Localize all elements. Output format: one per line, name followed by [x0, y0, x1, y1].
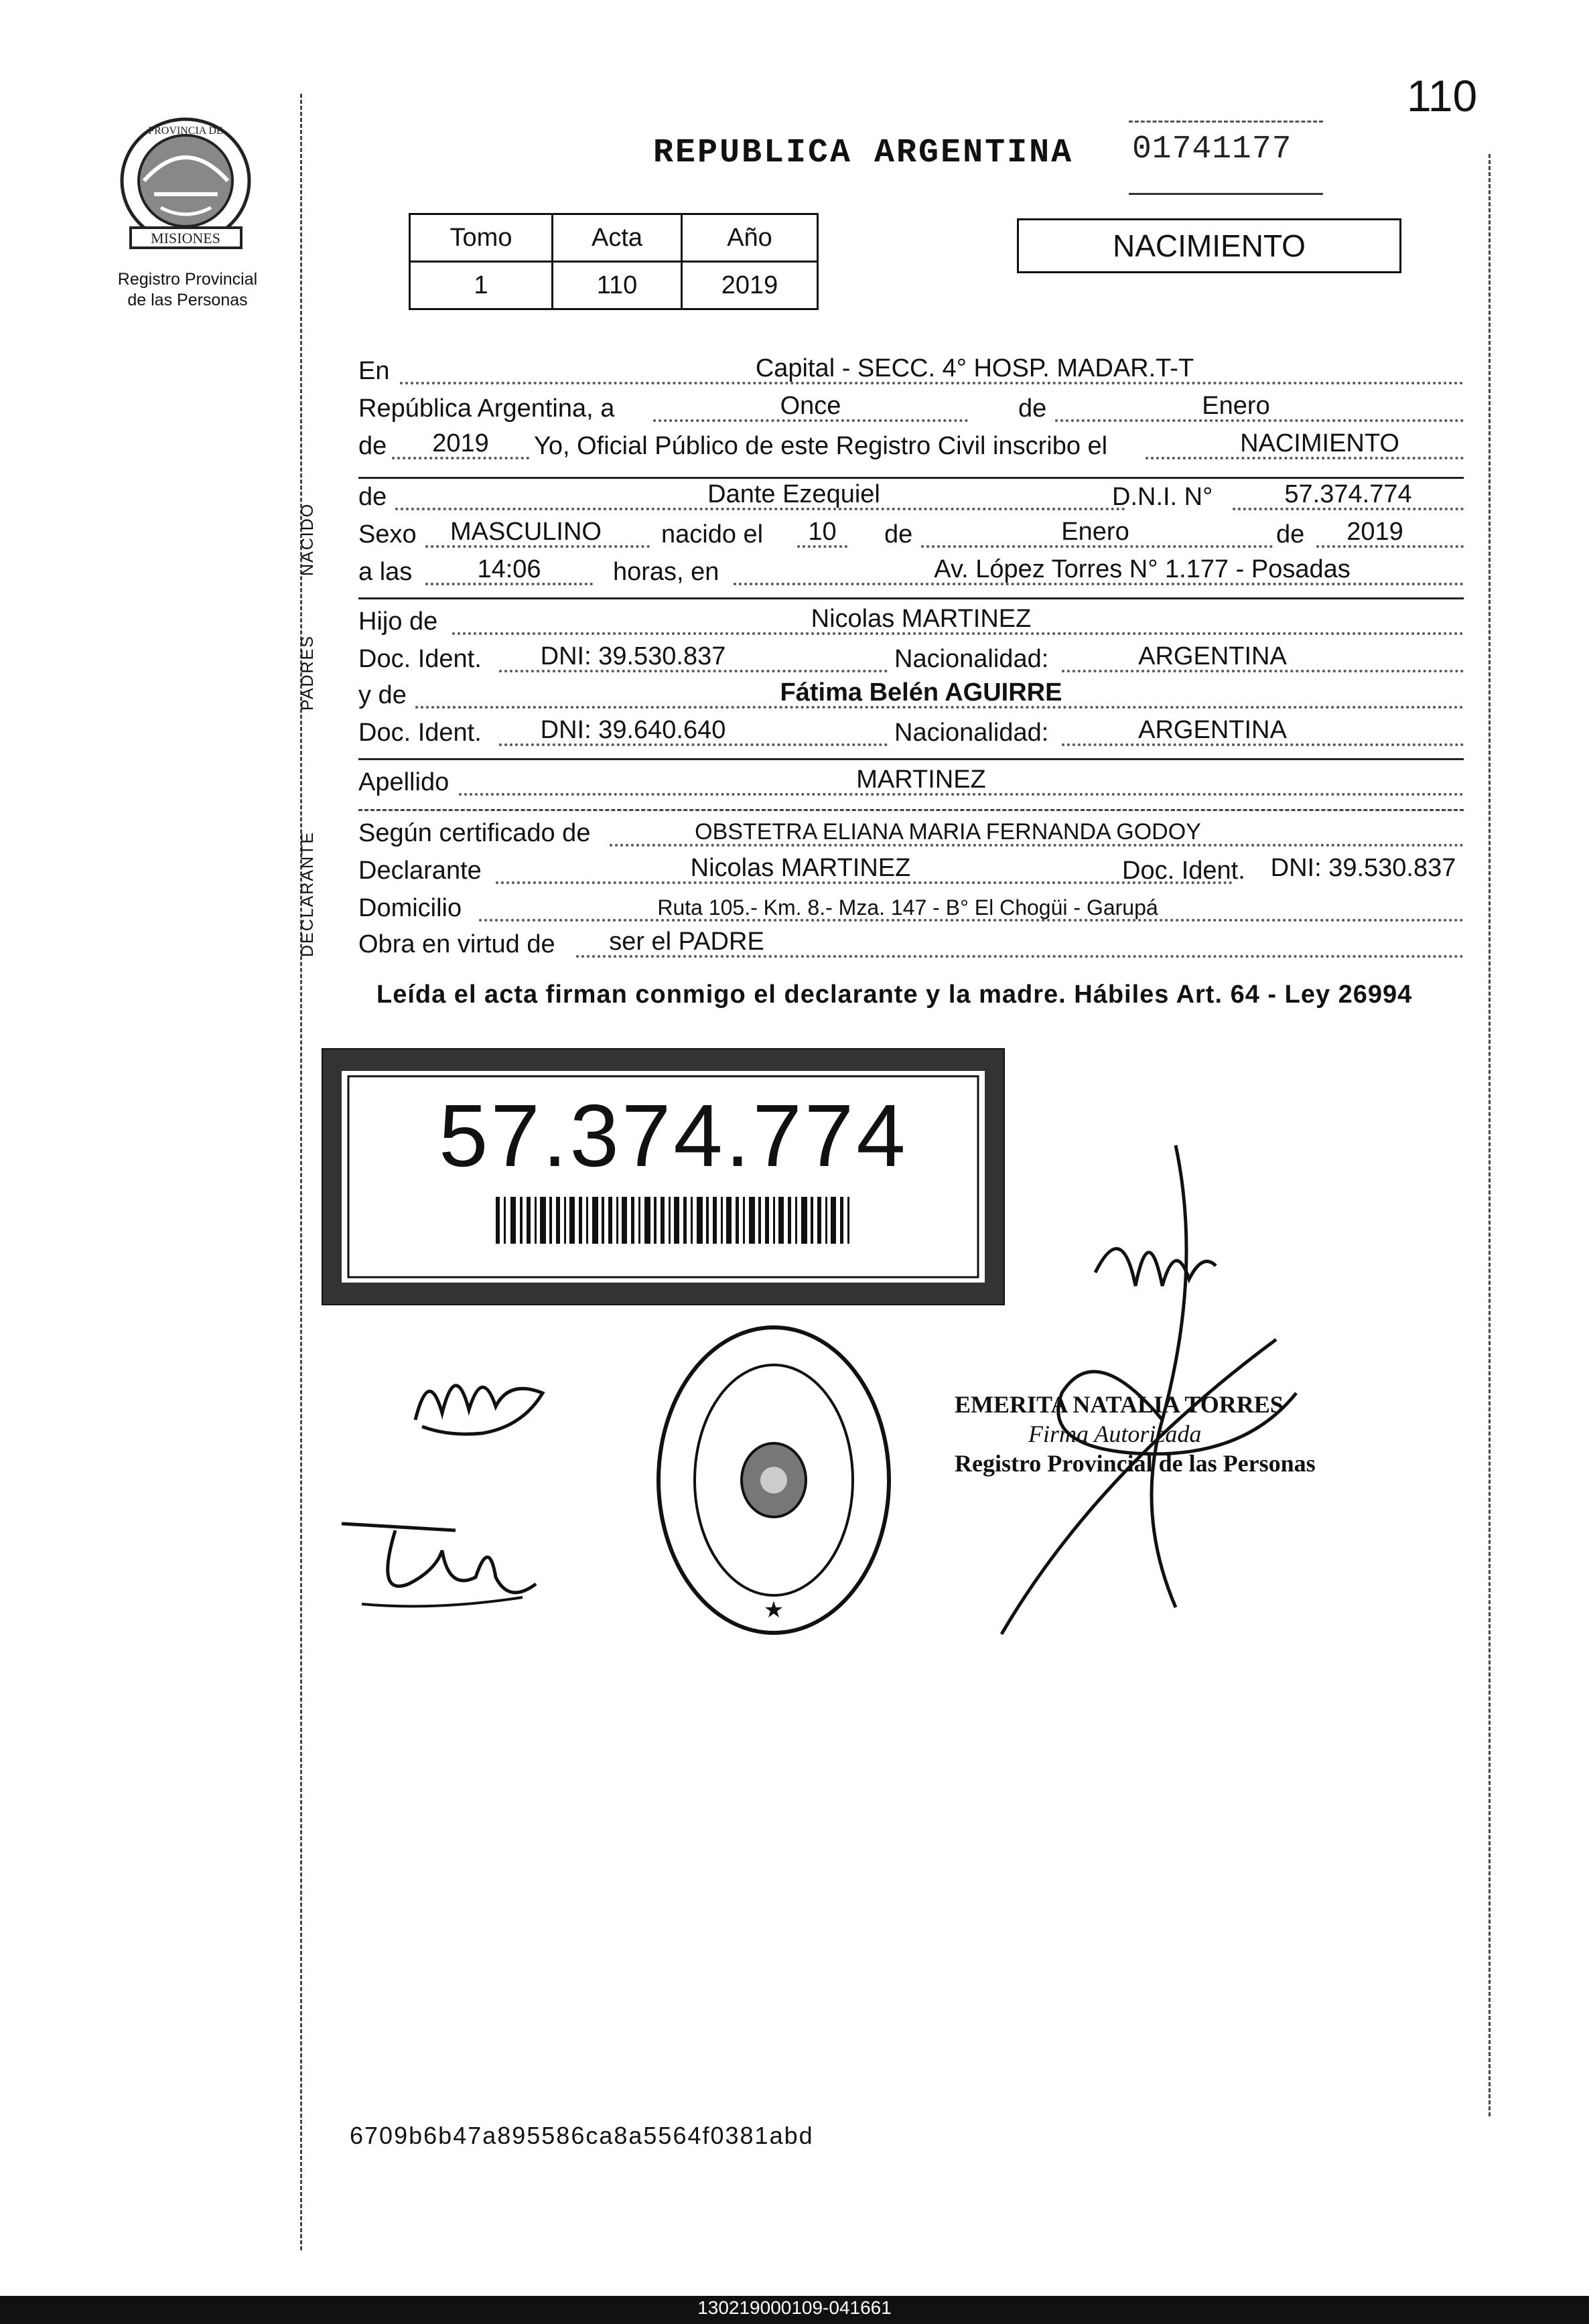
- right-margin-line: [1489, 154, 1491, 2116]
- row-child-sex: Sexo MASCULINO nacido el 10 de Enero de 2019: [358, 518, 1464, 553]
- misiones-coat-of-arms-icon: [114, 114, 258, 258]
- father-name: Nicolas MARTINEZ: [811, 605, 1032, 633]
- year-de-label: de: [358, 432, 387, 460]
- row-date: [358, 392, 1464, 427]
- row-father-doc: Doc. Ident. DNI: 39.530.837 Nacionalidad: ARGENTINA: [358, 643, 1464, 678]
- mother-doc: DNI: 39.640.640: [540, 716, 726, 744]
- child-born-day: 10: [808, 518, 837, 546]
- year-type: NACIMIENTO: [1240, 429, 1399, 457]
- svg-text:PROVINCIA DE: PROVINCIA DE: [148, 125, 223, 137]
- mother-nationality: ARGENTINA: [1138, 716, 1287, 744]
- row-father: Hijo de Nicolas MARTINEZ: [358, 605, 1464, 640]
- signature-mother-icon: [335, 1510, 549, 1617]
- year-text: Yo, Oficial Público de este Registro Civil inscribo el: [534, 432, 1108, 460]
- child-born-month: Enero: [1061, 518, 1129, 546]
- table-value-ano: 2019: [682, 262, 818, 309]
- row-declarant: Declarante Nicolas MARTINEZ Doc. Ident. DNI: 39.530.837: [358, 855, 1464, 889]
- row-reason: Obra en virtud de ser el PADRE: [358, 928, 1464, 963]
- date-month: Enero: [1202, 392, 1270, 420]
- signature-declarant-icon: [409, 1353, 583, 1440]
- footer-code: 130219000109-041661: [697, 2297, 892, 2318]
- place-value: Capital - SECC. 4° HOSP. MADAR.T-T: [755, 354, 1194, 382]
- certificate: OBSTETRA ELIANA MARIA FERNANDA GODOY: [695, 819, 1201, 845]
- mother-name: Fátima Belén AGUIRRE: [780, 678, 1062, 707]
- table-value-tomo: 1: [410, 262, 553, 309]
- svg-text:MISIONES: MISIONES: [151, 230, 220, 246]
- section-label-nacido: NACIDO: [298, 502, 317, 576]
- father-nationality: ARGENTINA: [1138, 642, 1287, 670]
- row-address: Domicilio Ruta 105.- Km. 8.- Mza. 147 - B° El Chogüi - Garupá: [358, 892, 1464, 927]
- register-table: [409, 213, 819, 310]
- row-certificate: Según certificado de OBSTETRA ELIANA MARIA FERNANDA GODOY: [358, 817, 1464, 852]
- declarant-reason: ser el PADRE: [609, 928, 764, 956]
- declarant-doc: DNI: 39.530.837: [1270, 854, 1456, 882]
- row-mother: y de Fátima Belén AGUIRRE: [358, 679, 1464, 714]
- section-label-padres: PADRES: [298, 635, 317, 711]
- child-born-year: 2019: [1346, 518, 1403, 546]
- row-surname: Apellido MARTINEZ: [358, 766, 1464, 801]
- section-label-declarante: DECLARANTE: [298, 830, 317, 958]
- table-header-ano: Año: [682, 214, 818, 262]
- row-mother-doc: Doc. Ident. DNI: 39.640.640 Nacionalidad: ARGENTINA: [358, 717, 1464, 751]
- table-header-tomo: Tomo: [410, 214, 553, 262]
- document-type: NACIMIENTO: [1017, 218, 1401, 273]
- date-label: República Argentina, a: [358, 394, 615, 423]
- year-value: 2019: [432, 429, 489, 457]
- table-value-acta: 110: [553, 262, 682, 309]
- logo-caption: Registro Provincial de las Personas: [117, 270, 258, 309]
- child-sex: MASCULINO: [450, 518, 602, 546]
- child-birth-place: Av. López Torres N° 1.177 - Posadas: [934, 555, 1351, 583]
- child-time: 14:06: [477, 555, 541, 583]
- svg-text:★: ★: [763, 1597, 784, 1623]
- dni-card-number: 57.374.774: [439, 1086, 908, 1185]
- row-child-name: de Dante Ezequiel D.N.I. N° 57.374.774: [358, 481, 1464, 516]
- date-day: Once: [780, 392, 841, 420]
- declarant-name: Nicolas MARTINEZ: [690, 854, 911, 882]
- official-seal-icon: [653, 1323, 894, 1638]
- row-place: [358, 355, 1464, 390]
- serial-number: 01741177: [1132, 131, 1292, 167]
- header-title: REPUBLICA ARGENTINA: [653, 134, 1074, 172]
- official-role: Firma Autorizada: [1028, 1421, 1202, 1447]
- date-de-label: de: [1018, 394, 1047, 423]
- table-header-acta: Acta: [553, 214, 682, 262]
- surname: MARTINEZ: [856, 766, 986, 794]
- closing-statement: Leída el acta firman conmigo el declarante y la madre. Hábiles Art. 64 - Ley 26994: [376, 981, 1413, 1009]
- declarant-address: Ruta 105.- Km. 8.- Mza. 147 - B° El Chogüi - Garupá: [657, 895, 1158, 920]
- page-number: 110: [1407, 71, 1478, 121]
- row-child-time: a las 14:06 horas, en Av. López Torres N° 1.177 - Posadas: [358, 556, 1464, 591]
- left-margin-line: [300, 94, 302, 2250]
- child-name: Dante Ezequiel: [707, 480, 880, 508]
- document-hash: 6709b6b47a895586ca8a5564f0381abd: [350, 2122, 814, 2149]
- signature-block: [955, 1390, 1316, 1478]
- child-dni: 57.374.774: [1284, 480, 1412, 508]
- father-doc: DNI: 39.530.837: [540, 642, 726, 670]
- row-year: [358, 430, 1464, 465]
- official-name: EMERITA NATALIA TORRES: [955, 1391, 1284, 1418]
- official-org: Registro Provincial de las Personas: [955, 1450, 1316, 1477]
- place-label: En: [358, 357, 390, 385]
